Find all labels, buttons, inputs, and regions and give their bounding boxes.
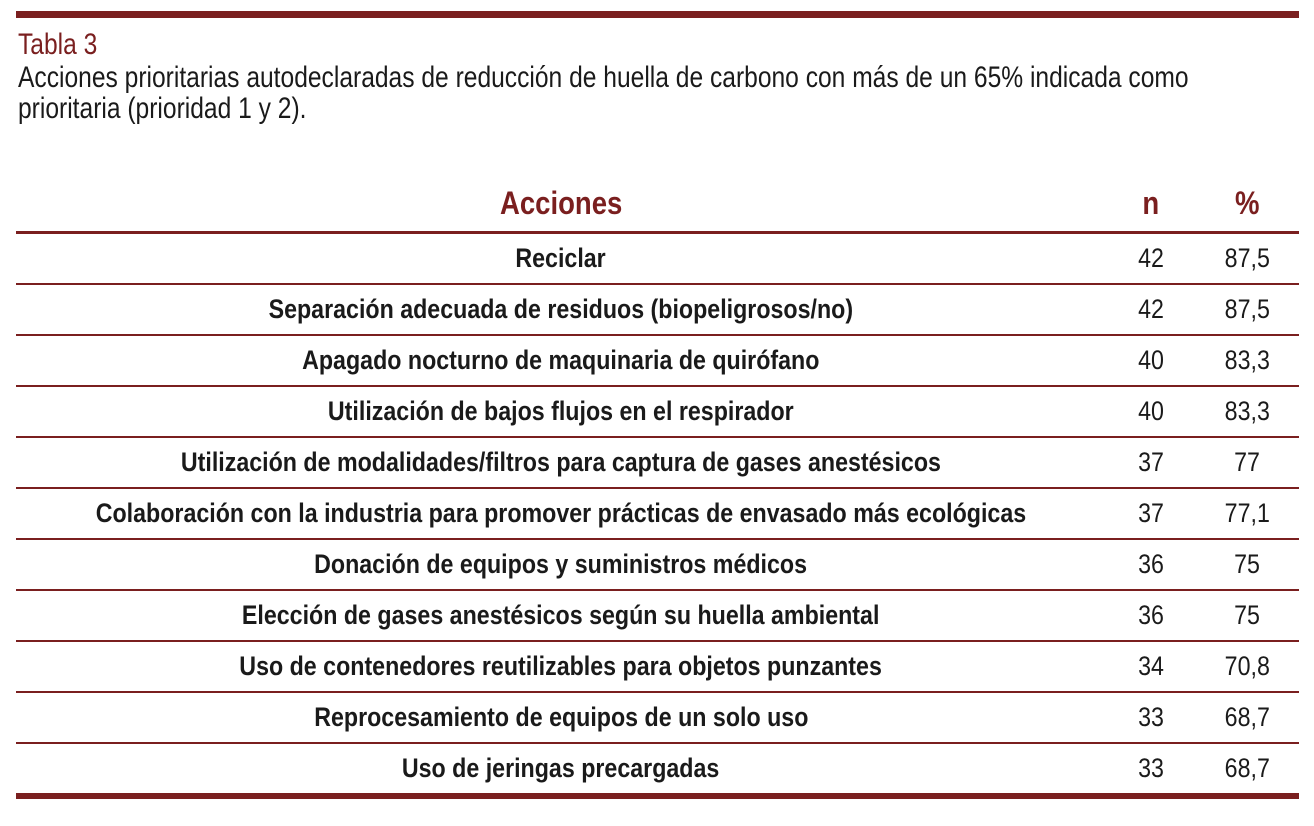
table-row (16, 539, 1299, 590)
header-row (16, 175, 1299, 233)
n-cell: 42 (1106, 233, 1196, 285)
pct-cell: 87,5 (1196, 284, 1299, 335)
table-row (16, 590, 1299, 641)
table-row (16, 335, 1299, 386)
header-acciones: Acciones (16, 175, 1106, 233)
accion-cell: Donación de equipos y suministros médicos (16, 539, 1106, 590)
pct-cell: 68,7 (1196, 692, 1299, 743)
pct-cell: 83,3 (1196, 335, 1299, 386)
table-row (16, 386, 1299, 437)
header-n: n (1106, 175, 1196, 233)
table-title: Acciones prioritarias autodeclaradas de reducción de huella de carbono con más de un 65% indicada como prioritaria (prioridad 1 y 2). (18, 61, 1189, 125)
table-caption (18, 28, 1288, 124)
table-label: Tabla 3 (18, 28, 98, 61)
accion-cell: Colaboración con la industria para promover prácticas de envasado más ecológicas (16, 488, 1106, 539)
n-cell: 33 (1106, 692, 1196, 743)
pct-cell: 77 (1196, 437, 1299, 488)
table-row (16, 743, 1299, 796)
top-rule (16, 11, 1299, 18)
accion-cell: Uso de jeringas precargadas (16, 743, 1106, 796)
accion-cell: Reprocesamiento de equipos de un solo uso (16, 692, 1106, 743)
n-cell: 40 (1106, 386, 1196, 437)
accion-cell: Utilización de bajos flujos en el respirador (16, 386, 1106, 437)
pct-cell: 83,3 (1196, 386, 1299, 437)
n-cell: 37 (1106, 437, 1196, 488)
accion-cell: Separación adecuada de residuos (biopeligrosos/no) (16, 284, 1106, 335)
table-row (16, 692, 1299, 743)
n-cell: 33 (1106, 743, 1196, 796)
n-cell: 40 (1106, 335, 1196, 386)
pct-cell: 87,5 (1196, 233, 1299, 285)
header-pct: % (1196, 175, 1299, 233)
pct-cell: 75 (1196, 539, 1299, 590)
n-cell: 34 (1106, 641, 1196, 692)
accion-cell: Elección de gases anestésicos según su huella ambiental (16, 590, 1106, 641)
accion-cell: Uso de contenedores reutilizables para objetos punzantes (16, 641, 1106, 692)
table-row (16, 233, 1299, 285)
accion-cell: Reciclar (16, 233, 1106, 285)
table-row (16, 488, 1299, 539)
accion-cell: Utilización de modalidades/filtros para captura de gases anestésicos (16, 437, 1106, 488)
n-cell: 42 (1106, 284, 1196, 335)
actions-table (16, 175, 1299, 799)
pct-cell: 77,1 (1196, 488, 1299, 539)
pct-cell: 68,7 (1196, 743, 1299, 796)
table-row (16, 641, 1299, 692)
n-cell: 36 (1106, 590, 1196, 641)
n-cell: 37 (1106, 488, 1196, 539)
accion-cell: Apagado nocturno de maquinaria de quirófano (16, 335, 1106, 386)
n-cell: 36 (1106, 539, 1196, 590)
pct-cell: 70,8 (1196, 641, 1299, 692)
table-row (16, 437, 1299, 488)
table-row (16, 284, 1299, 335)
pct-cell: 75 (1196, 590, 1299, 641)
